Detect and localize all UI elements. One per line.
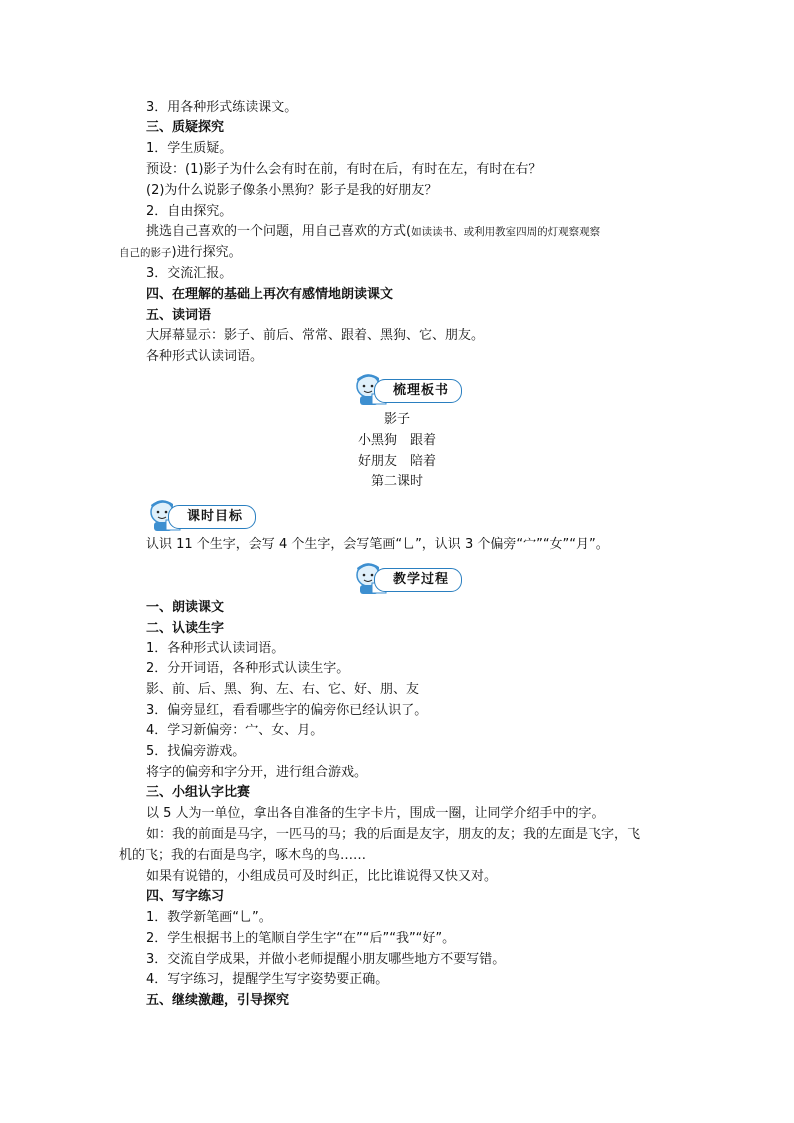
text-line: 如果有说错的，小组成员可及时纠正，比比谁说得又快又对。	[146, 869, 498, 884]
text-line: 认识 11 个生字，会写 4 个生字，会写笔画“乚”，认识 3 个偏旁“宀”“女”“月”。	[146, 537, 609, 552]
text-line: 5．找偏旁游戏。	[146, 744, 246, 759]
banner-label: 课时目标	[168, 505, 256, 529]
section-heading: 五、读词语	[146, 308, 212, 323]
text-line: 2．学生根据书上的笔顺自学生字“在”“后”“我”“好”。	[146, 931, 456, 946]
text-line: 各种形式认读词语。	[146, 349, 264, 364]
section-heading: 五、继续激趣，引导探究	[146, 993, 290, 1008]
text-line: 大屏幕显示：影子、前后、常常、跟着、黑狗、它、朋友。	[146, 328, 485, 343]
text-line: 将字的偏旁和字分开，进行组合游戏。	[146, 765, 368, 780]
text-span: 挑选自己喜欢的一个问题，用自己喜欢的方式(	[146, 224, 412, 239]
text-line: 影、前、后、黑、狗、左、右、它、好、朋、友	[146, 682, 420, 697]
section-heading: 一、朗读课文	[146, 600, 225, 615]
text-line: 3．用各种形式练读课文。	[146, 100, 298, 115]
text-span-small: 自己的影子	[119, 247, 172, 259]
text-line: 以 5 人为一单位，拿出各自准备的生字卡片，围成一圈，让同学介绍手中的字。	[146, 806, 605, 821]
section-heading: 二、认读生字	[146, 621, 225, 636]
section-banner	[146, 498, 261, 532]
text-line	[119, 243, 242, 263]
section-banner	[352, 561, 467, 595]
text-line: 预设：(1)影子为什么会有时在前，有时在后，有时在左，有时在右？	[146, 162, 542, 177]
text-line	[146, 222, 600, 242]
text-line: 1．各种形式认读词语。	[146, 641, 285, 656]
section-heading: 四、在理解的基础上再次有感情地朗读课文	[146, 287, 394, 302]
section-banner	[352, 372, 467, 406]
text-span-small: 如读读书、或利用教室四周的灯观察观察	[411, 226, 601, 238]
text-line: 如：我的前面是马字，一匹马的马；我的后面是友字，朋友的友；我的左面是飞字，飞	[146, 827, 641, 842]
text-line: 3．交流自学成果，并做小老师提醒小朋友哪些地方不要写错。	[146, 952, 506, 967]
text-line: 2．分开词语，各种形式认读生字。	[146, 661, 350, 676]
banner-label: 梳理板书	[374, 379, 462, 403]
text-line: 4．写字练习，提醒学生写字姿势要正确。	[146, 972, 389, 987]
text-line: 机的飞；我的右面是鸟字，啄木鸟的鸟……	[119, 848, 367, 863]
section-heading: 四、写字练习	[146, 889, 225, 904]
section-heading: 三、小组认字比赛	[146, 785, 251, 800]
board-line: 第二课时	[370, 474, 423, 489]
text-line: (2)为什么说影子像条小黑狗？影子是我的好朋友？	[146, 183, 438, 198]
text-span: )进行探究。	[171, 245, 242, 260]
board-line: 小黑狗 跟着	[357, 433, 436, 448]
text-line: 3．交流汇报。	[146, 266, 233, 281]
section-heading: 三、质疑探究	[146, 120, 225, 135]
board-line: 影子	[383, 412, 410, 427]
banner-label: 教学过程	[374, 568, 462, 592]
text-line: 1．教学新笔画“乚”。	[146, 910, 272, 925]
text-line: 2．自由探究。	[146, 204, 233, 219]
text-line: 4．学习新偏旁：宀、女、月。	[146, 723, 324, 738]
text-line: 3．偏旁显红，看看哪些字的偏旁你已经认识了。	[146, 703, 428, 718]
text-line: 1．学生质疑。	[146, 141, 233, 156]
board-line: 好朋友 陪着	[357, 454, 436, 469]
